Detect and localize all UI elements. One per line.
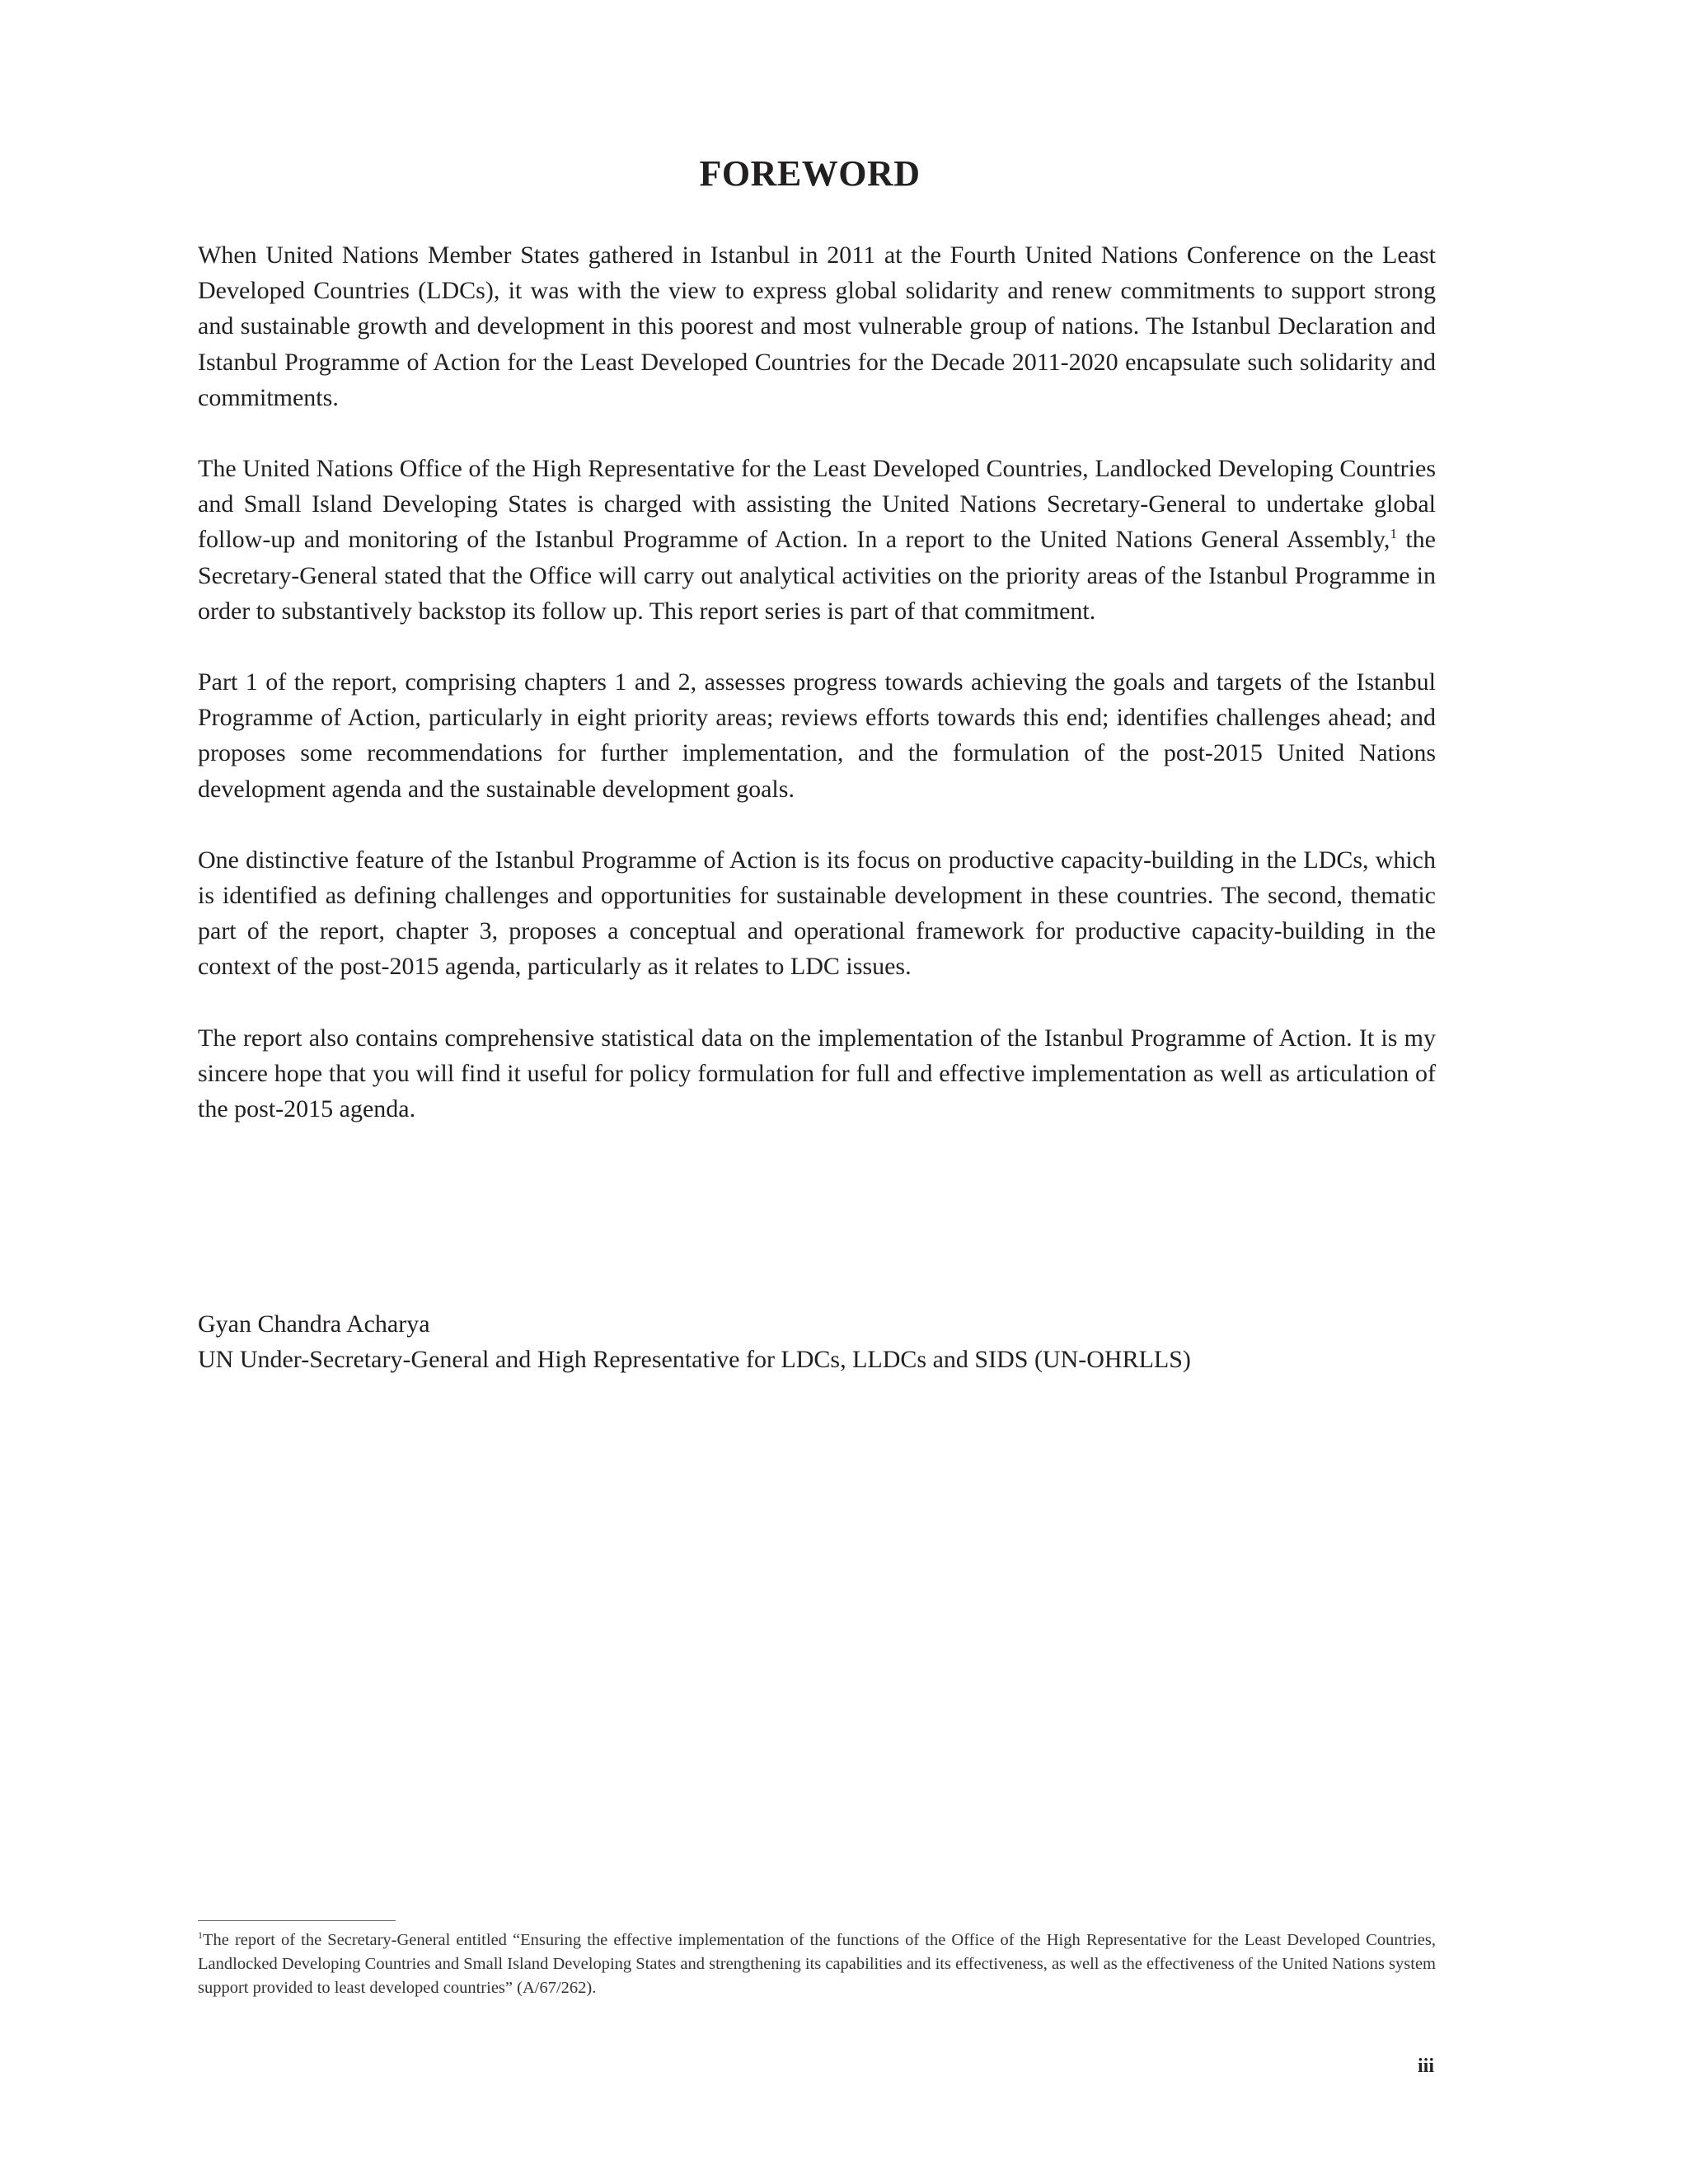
signatory-position: UN Under-Secretary-General and High Representative for LDCs, LLDCs and SIDS (UN-OHRLLS) [198, 1346, 1191, 1373]
paragraph-2 [198, 451, 1436, 629]
footnote-divider [198, 1920, 396, 1921]
paragraph-1: When United Nations Member States gathered in Istanbul in 2011 at the Fourth United Nations Conference on the Least Developed Countries (LDCs), it was with the view to express global solidarity and renew commitments to support strong and sustainable growth and development in this poorest and most vulnerable group of nations. The Istanbul Declaration and Istanbul Programme of Action for the Least Developed Countries for the Decade 2011-2020 encapsulate such solidarity and commitments. [198, 241, 1436, 411]
footnote-reference[interactable]: 1 [1390, 526, 1397, 542]
foreword-body [198, 237, 1436, 1127]
footnote [198, 1929, 1436, 2000]
paragraph-2-text-a: The United Nations Office of the High Representative for the Least Developed Countries, Landlocked Developing Countries and Small Island Developing States is charged with assisting the United Nations Secretary-General to undertake global follow-up and monitoring of the Istanbul Programme of Action. In a report to the United Nations General Assembly, [198, 455, 1436, 554]
footnote-text: The report of the Secretary-General entitled “Ensuring the effective implementation of the functions of the Office of the High Representative for the Least Developed Countries, Landlocked Developing Countries and Small Island Developing States and strengthening its capabilities and its effectiveness, as well as the effectiveness of the United Nations system support provided to least developed countries” (A/67/262). [198, 1931, 1436, 1997]
page-title: FOREWORD [699, 153, 921, 194]
signatory-name: Gyan Chandra Acharya [198, 1310, 430, 1338]
footnote-marker: 1 [198, 1929, 203, 1942]
page-number: iii [1417, 2055, 1434, 2077]
paragraph-5: The report also contains comprehensive statistical data on the implementation of the Istanbul Programme of Action. It is my sincere hope that you will find it useful for policy formulation for full and effective implementation as well as articulation of the post-2015 agenda. [198, 1024, 1436, 1123]
paragraph-3: Part 1 of the report, comprising chapters 1 and 2, assesses progress towards achieving the goals and targets of the Istanbul Programme of Action, particularly in eight priority areas; reviews efforts towards this end; identifies challenges ahead; and proposes some recommendations for further implementation, and the formulation of the post-2015 United Nations development agenda and the sustainable development goals. [198, 668, 1436, 803]
signature-block [198, 1306, 1436, 1377]
paragraph-2-text-b: the Secretary-General stated that the Office will carry out analytical activities on the priority areas of the Istanbul Programme in order to substantively backstop its follow up. This report series is part of that commitment. [198, 526, 1436, 625]
paragraph-4: One distinctive feature of the Istanbul Programme of Action is its focus on productive capacity-building in the LDCs, which is identified as defining challenges and opportunities for sustainable development in these countries. The second, thematic part of the report, chapter 3, proposes a conceptual and operational framework for productive capacity-building in the context of the post-2015 agenda, particularly as it relates to LDC issues. [198, 846, 1436, 981]
